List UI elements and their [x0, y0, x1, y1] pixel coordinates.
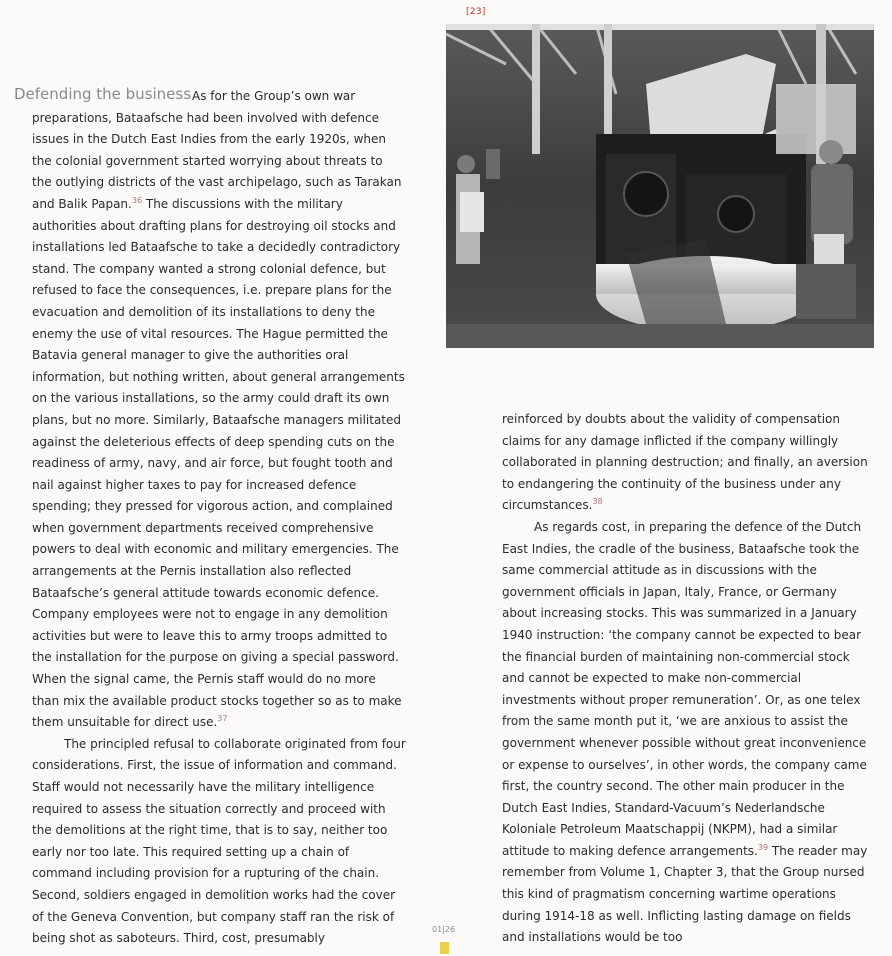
footnote-ref: 36 [131, 195, 143, 205]
footnote-ref: 39 [757, 842, 769, 852]
paragraph [32, 86, 406, 734]
paragraph-text: reinforced by doubts about the validity of compensation claims for any damage inflicted if the company willingly collaborated in planning destruction; and finally, an aversion to endangering the continuity of the business under any circumstances. [502, 412, 868, 513]
left-column [32, 86, 406, 950]
footnote-ref: 37 [217, 714, 228, 724]
paragraph [502, 409, 874, 517]
paragraph-text: The reader may remember from Volume 1, Chapter 3, that the Group nursed this kind of pragmatism concerning wartime operations during 1914-18 as well. Inflicting lasting damage on fields and installations would be too [502, 843, 868, 945]
right-column [502, 409, 874, 949]
printing-press-photograph [446, 24, 874, 348]
paragraph-lead-text: As for the Group’s own war preparations, Bataafsche had been involved with defence issues in the Dutch East Indies from the early 1920s, when the colonial government started worrying about threats to the outlying districts of the vast archipelago, such as Tarakan and Balik Papan. [32, 89, 402, 211]
page-number: 01|26 [432, 925, 456, 934]
section-heading: Defending the business [14, 85, 192, 103]
figure-number: [23] [466, 7, 486, 17]
paragraph [502, 517, 874, 949]
page-marker [440, 942, 449, 954]
footnote-ref: 38 [592, 497, 603, 507]
paragraph-text: The discussions with the military authorities about drafting plans for destroying oil stocks and installations led Bataafsche to take a decidedly contradictory stand. The company wanted a strong colonial defence, but refused to face the consequences, i.e. prepare plans for the evacuation and demolition of its installations to deny the enemy the use of vital resources. The Hague permitted the Batavia general manager to give the authorities oral information, but nothing written, about general arrangements on the various installations, so the army could draft its own plans, but no more. Similarly, Bataafsche managers militated against the deleterious effects of deep spending cuts on the readiness of army, navy, and air force, but fought tooth and nail against higher taxes to pay for increased defence spending; they pressed for vigorous action, and complained when government departments received comprehensive powers to deal with economic and military emergencies. The arrangements at the Pernis installation also reflected Bataafsche’s general attitude towards economic defence. Company employees were not to engage in any demolition activities but were to leave this to army troops admitted to the installation for the purpose on giving a special password. When the signal came, the Pernis staff would do no more than mix the available product stocks together so as to make them unsuitable for direct use. [32, 196, 405, 730]
paragraph-text: As regards cost, in preparing the defence of the Dutch East Indies, the cradle of the business, Bataafsche took the same commercial attitude as in discussions with the government officials in Japan, Italy, France, or Germany about increasing stocks. This was summarized in a January 1940 instruction: ‘the company cannot be expected to bear the financial burden of maintaining non-commercial stock and cannot be expected to make non-commercial investments without proper remuneration’. Or, as one telex from the same month put it, ‘we are anxious to assist the government whenever possible without great inconvenience or expense to ourselves’, in other words, the company came first, the country second. The other main producer in the Dutch East Indies, Standard-Vacuum’s Nederlandsche Koloniale Petroleum Maatschappij (NKPM), had a similar attitude to making defence arrangements. [502, 519, 867, 858]
paragraph: The principled refusal to collaborate originated from four considerations. First, the issue of information and command. Staff would not necessarily have the military intelligence required to assess the situation correctly and proceed with the demolitions at the right time, that is to say, neither too early nor too late. This required setting up a chain of command including provision for a rupturing of the chain. Second, soldiers engaged in demolition works had the cover of the Geneva Convention, but company staff ran the risk of being shot as saboteurs. Third, cost, presumably [32, 736, 406, 946]
